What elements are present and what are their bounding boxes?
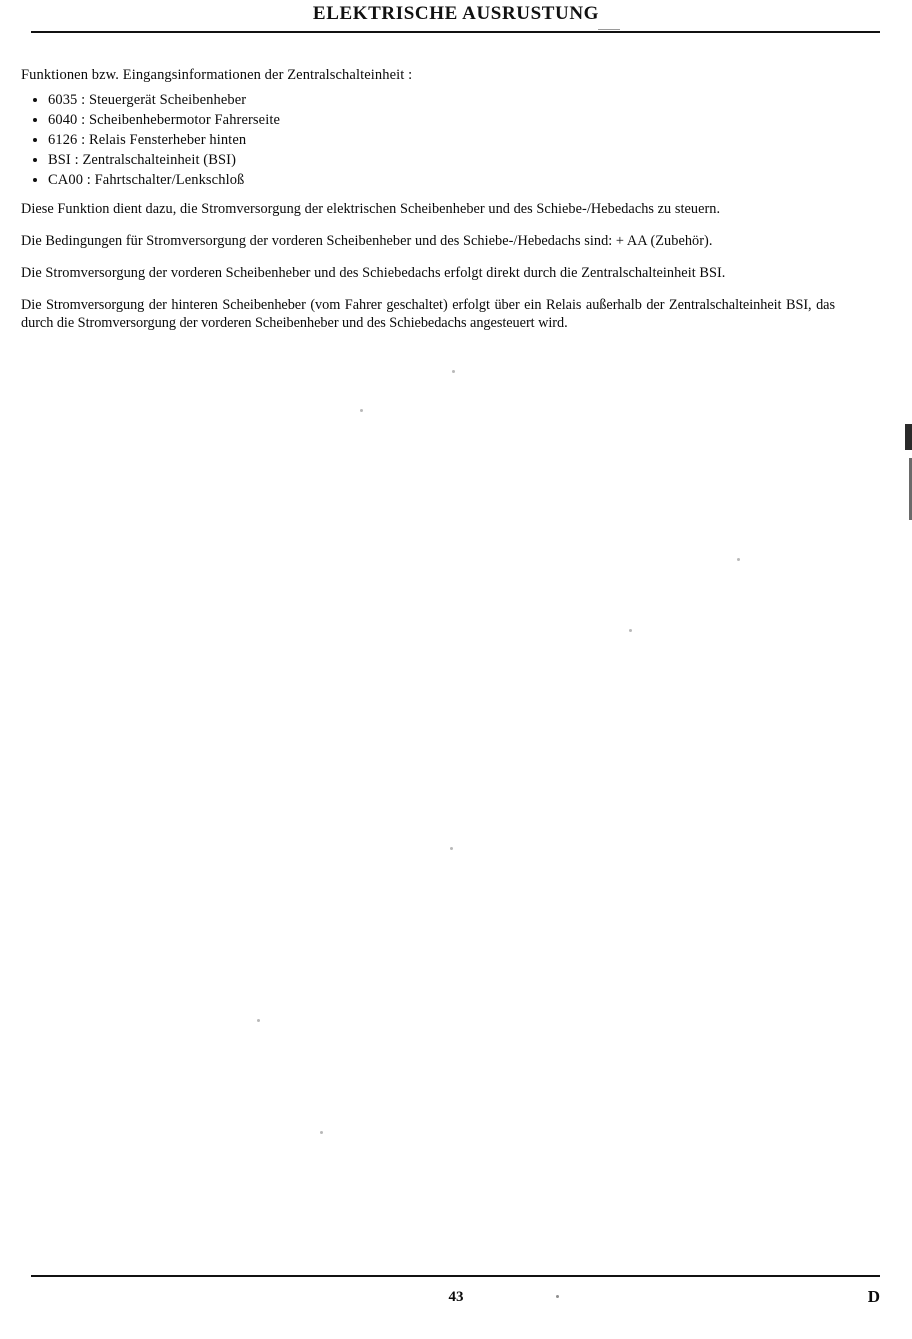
page-header bbox=[0, 0, 912, 34]
list-item-label: 6035 : Steuergerät Scheibenheber bbox=[48, 92, 247, 108]
section-mark: D bbox=[867, 1287, 880, 1306]
bullet-icon bbox=[33, 118, 37, 122]
bullet-icon bbox=[33, 138, 37, 142]
list-item-label: BSI : Zentralschalteinheit (BSI) bbox=[48, 152, 237, 168]
footer-divider bbox=[31, 1275, 880, 1277]
paragraph-2: Die Bedingungen für Stromversorgung der vorderen Scheibenheber und des Schiebe-/Hebedachs sind: + AA (Zubehör). bbox=[21, 233, 713, 249]
list-item-label: 6040 : Scheibenhebermotor Fahrerseite bbox=[48, 112, 281, 128]
page-edge-mark bbox=[905, 424, 912, 450]
list-item-label: CA00 : Fahrtschalter/Lenkschloß bbox=[48, 172, 245, 188]
bullet-icon bbox=[33, 178, 37, 182]
paragraph-4: Die Stromversorgung der hinteren Scheibenheber (vom Fahrer geschaltet) erfolgt über ein Relais außerhalb der Zentralschalteinheit BSI, das durch die Stromversorgung der vorderen Scheibenheber und des Schiebedachs angesteuert wird. bbox=[21, 297, 835, 331]
bullet-icon bbox=[33, 98, 37, 102]
page-number: 43 bbox=[448, 1289, 464, 1305]
header-divider-artifact bbox=[598, 29, 620, 30]
paragraph-1: Diese Funktion dient dazu, die Stromversorgung der elektrischen Scheibenheber und des Schiebe-/Hebedachs zu steuern. bbox=[21, 201, 721, 217]
function-list bbox=[21, 90, 835, 190]
intro-text: Funktionen bzw. Eingangsinformationen der Zentralschalteinheit : bbox=[21, 67, 413, 83]
scan-artifact bbox=[629, 629, 632, 632]
scan-artifact bbox=[452, 370, 455, 373]
scan-artifact bbox=[450, 847, 453, 850]
scan-artifact bbox=[257, 1019, 260, 1022]
list-item bbox=[21, 150, 835, 170]
scan-artifact bbox=[737, 558, 740, 561]
header-divider bbox=[31, 31, 880, 33]
document-body bbox=[21, 66, 835, 332]
list-item-label: 6126 : Relais Fensterheber hinten bbox=[48, 132, 247, 148]
list-item bbox=[21, 110, 835, 130]
scan-artifact bbox=[320, 1131, 323, 1134]
page-title: ELEKTRISCHE AUSRUSTUNG bbox=[312, 3, 600, 24]
paragraph-3: Die Stromversorgung der vorderen Scheibenheber und des Schiebedachs erfolgt direkt durch die Zentralschalteinheit BSI. bbox=[21, 265, 726, 281]
list-item bbox=[21, 130, 835, 150]
scan-artifact bbox=[360, 409, 363, 412]
bullet-icon bbox=[33, 158, 37, 162]
list-item bbox=[21, 170, 835, 190]
list-item bbox=[21, 90, 835, 110]
page-footer bbox=[0, 1267, 912, 1339]
